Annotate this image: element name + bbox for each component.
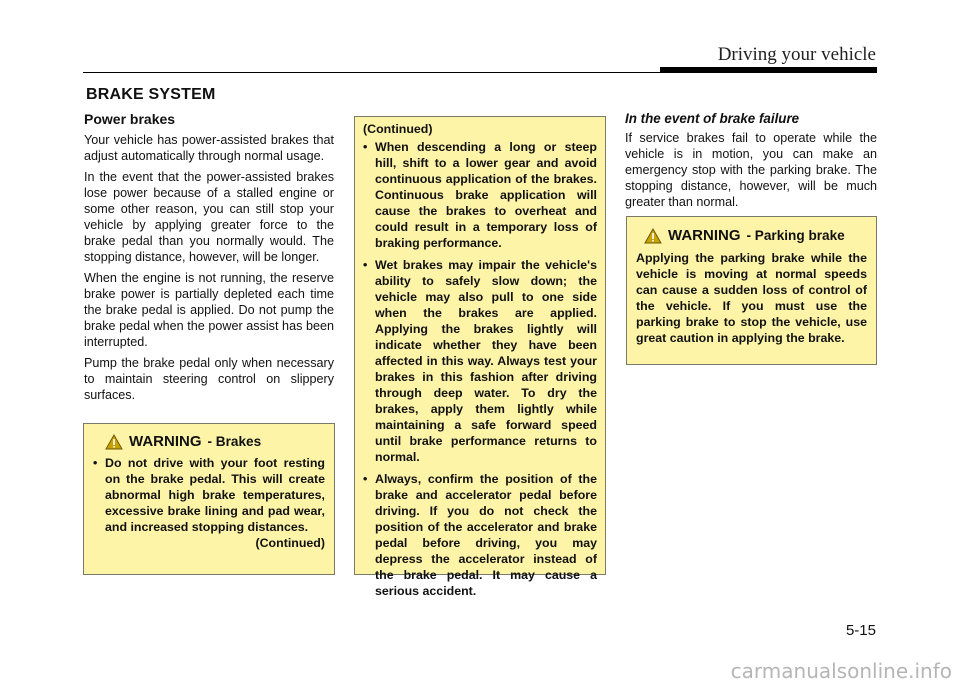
warning-triangle-icon: [644, 228, 662, 244]
page-number: 5-15: [845, 622, 876, 639]
power-brakes-heading: Power brakes: [84, 111, 176, 127]
brake-failure-section: [625, 111, 877, 215]
power-brakes-paragraph: Pump the brake pedal only when necessary to maintain steering control on slippery surfaces.: [84, 356, 334, 402]
warning-brakes-list: [93, 455, 325, 535]
warning-bullet: • Wet brakes may impair the vehicle's ability to safely slow down; the vehicle may also pull to one side when the brakes are applied. Applying the brakes lightly will indicate whether they have been affected in this way. Always test your brakes in this fashion after driving through deep water. To dry the brakes, apply them lightly while maintaining a safe forward speed until brake performance returns to normal.: [363, 257, 597, 465]
warning-brakes-header: [105, 433, 325, 450]
power-brakes-paragraph: Your vehicle has power-assisted brakes that adjust automatically through normal usage.: [84, 133, 334, 163]
warning-bullet: • Always, confirm the position of the brake and accelerator pedal before driving. If you do not check the position of the accelerator and brake pedal before driving, you may depress the accelerator instead of the brake pedal. It may cause a serious accident.: [363, 471, 597, 599]
warning-continued-box: [354, 116, 606, 598]
power-brakes-paragraph: In the event that the power-assisted brakes lose power because of a stalled engine or some other reason, you can still stop your vehicle by applying greater force to the brake pedal than you normally would. The stopping distance, however, will be longer.: [84, 170, 334, 264]
section-title: BRAKE SYSTEM: [86, 86, 216, 103]
warning-subject: - Parking brake: [746, 228, 845, 243]
warning-parking-box: [626, 216, 877, 365]
header-rule: [83, 72, 660, 73]
warning-bullet: • When descending a long or steep hill, shift to a lower gear and avoid continuous application of the brakes. Continuous brake application will cause the brakes to overheat and could result in a temporary loss of braking performance.: [363, 139, 597, 251]
warning-triangle-icon: [105, 434, 123, 450]
header-rule-thick: [660, 67, 877, 73]
warning-bullet: • Do not drive with your foot resting on the brake pedal. This will create abnormal high brake temperatures, excessive brake lining and pad wear, and increased stopping distances.: [93, 455, 325, 535]
power-brakes-section: [84, 111, 334, 408]
warning-subject: - Brakes: [207, 434, 262, 449]
warning-parking-header: [644, 227, 867, 244]
power-brakes-paragraph: When the engine is not running, the reserve brake power is partially depleted each time the brake pedal is applied. Do not pump the brake pedal when the power assist has been interrupted.: [84, 271, 334, 349]
continued-label: (Continued): [363, 122, 433, 136]
watermark: carmanualsonline.info: [730, 659, 952, 683]
continued-label: (Continued): [255, 536, 325, 550]
warning-parking-text: Applying the parking brake while the vehicle is moving at normal speeds can cause a sudden loss of control of the vehicle. If you must use the parking brake to stop the vehicle, use great caution in applying the brake.: [636, 251, 867, 345]
warning-label: WARNING: [129, 433, 202, 450]
warning-continued-list: [363, 139, 597, 599]
warning-brakes-box: [83, 423, 335, 575]
brake-failure-paragraph: If service brakes fail to operate while the vehicle is in motion, you can make an emergency stop with the parking brake. The stopping distance, however, will be much greater than normal.: [625, 131, 877, 209]
warning-label: WARNING: [668, 227, 741, 244]
chapter-title: Driving your vehicle: [717, 44, 876, 65]
brake-failure-heading: In the event of brake failure: [625, 111, 800, 126]
